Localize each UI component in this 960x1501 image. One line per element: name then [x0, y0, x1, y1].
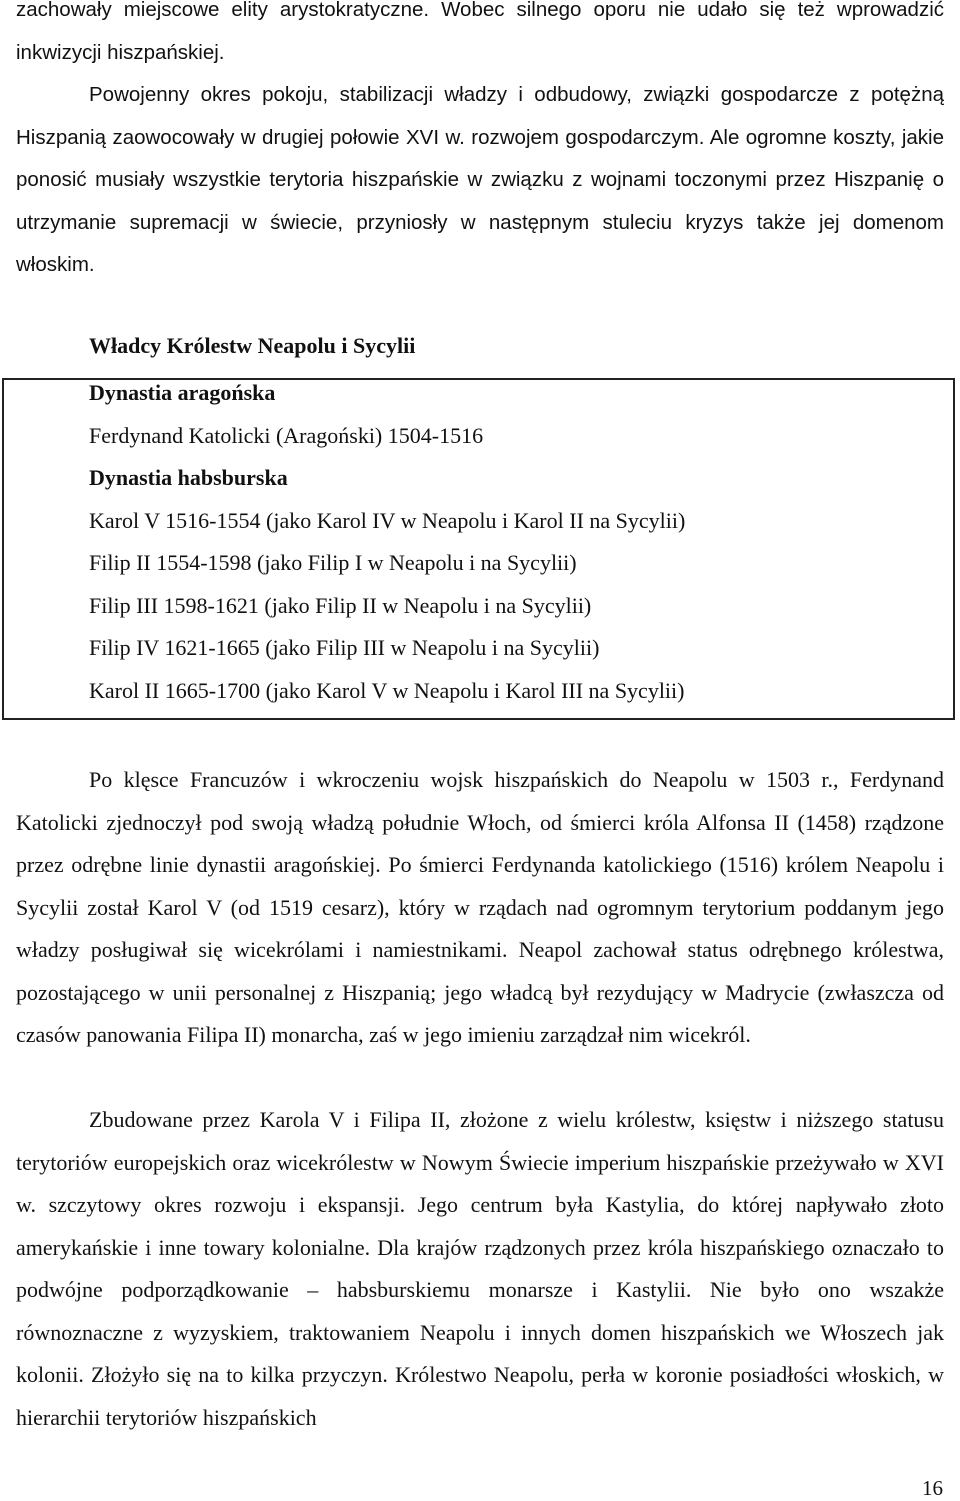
dynasty-aragonese-heading: Dynastia aragońska	[89, 380, 276, 405]
intro-second-paragraph: Powojenny okres pokoju, stabilizacji władzy i odbudowy, związki gospodarcze z potężną Hiszpanią zaowocowały w drugiej połowie XVI w. rozwojem gospodarczym. Ale ogromne koszty, jakie ponosić musiały wszystkie terytoria hiszpańskie w związku z wojnami toczonymi przez Hiszpanię o utrzymanie supremacji w świecie, przyniosły w następnym stuleciu kryzys także jej domenom włoskim.	[16, 83, 944, 276]
ruler-line: Karol V 1516-1554 (jako Karol IV w Neapolu i Karol II na Sycylii)	[89, 508, 686, 533]
ruler-line: Filip II 1554-1598 (jako Filip I w Neapolu i na Sycylii)	[89, 550, 577, 575]
ruler-line: Filip IV 1621-1665 (jako Filip III w Neapolu i na Sycylii)	[89, 635, 600, 660]
dynasty-habsburg-heading: Dynastia habsburska	[89, 465, 288, 490]
ruler-line: Filip III 1598-1621 (jako Filip II w Neapolu i na Sycylii)	[89, 593, 592, 618]
body-paragraph-one-tail: Neapol zachował status odrębnego królestwa, pozostającego w unii personalnej z Hiszpanią; jego władcą był rezydujący w Madrycie (zwłaszcza od czasów panowania Filipa II) monarcha, zaś w jego imieniu zarządzał nim wicekról.	[16, 937, 944, 1047]
page-number: 16	[922, 1476, 943, 1500]
body-paragraph-one	[16, 759, 944, 1057]
rulers-heading: Władcy Królestw Neapolu i Sycylii	[89, 333, 416, 358]
body-paragraph-one-lead: Po klęsce Francuzów i wkroczeniu wojsk hiszpańskich do Neapolu w 1503 r., Ferdynand Katolicki zjednoczył pod swoją władzą południe Włoch, od śmierci króla Alfonsa II (1458) rządzone przez odrębne linie dynastii aragońskiej. Po śmierci Ferdynanda katolickiego (1516) królem Neapolu i Sycylii został Karol V (od 1519 cesarz), który w rządach nad ogromnym terytorium poddanym jego władzy posługiwał się wicekrólami i namiestnikami.	[16, 767, 944, 962]
ruler-line: Ferdynand Katolicki (Aragoński) 1504-1516	[89, 423, 484, 448]
intro-first-paragraph: zachowały miejscowe elity arystokratyczne. Wobec silnego oporu nie udało się też wprowadzić inkwizycji hiszpańskiej.	[16, 0, 944, 64]
body-paragraph-two: Zbudowane przez Karola V i Filipa II, złożone z wielu królestw, księstw i niższego statusu terytoriów europejskich oraz wicekrólestw w Nowym Świecie imperium hiszpańskie przeżywało w XVI w. szczytowy okres rozwoju i ekspansji. Jego centrum była Kastylia, do której napływało złoto amerykańskie i inne towary kolonialne. Dla krajów rządzonych przez króla hiszpańskiego oznaczało to podwójne podporządkowanie – habsburskiemu monarsze i Kastylii. Nie było ono wszakże równoznaczne z wyzyskiem, traktowaniem Neapolu i innych domen hiszpańskich we Włoszech jak kolonii. Złożyło się na to kilka przyczyn. Królestwo Neapolu, perła w koronie posiadłości włoskich, w hierarchii terytoriów hiszpańskich	[16, 1107, 944, 1430]
ruler-line: Karol II 1665-1700 (jako Karol V w Neapolu i Karol III na Sycylii)	[89, 678, 685, 703]
